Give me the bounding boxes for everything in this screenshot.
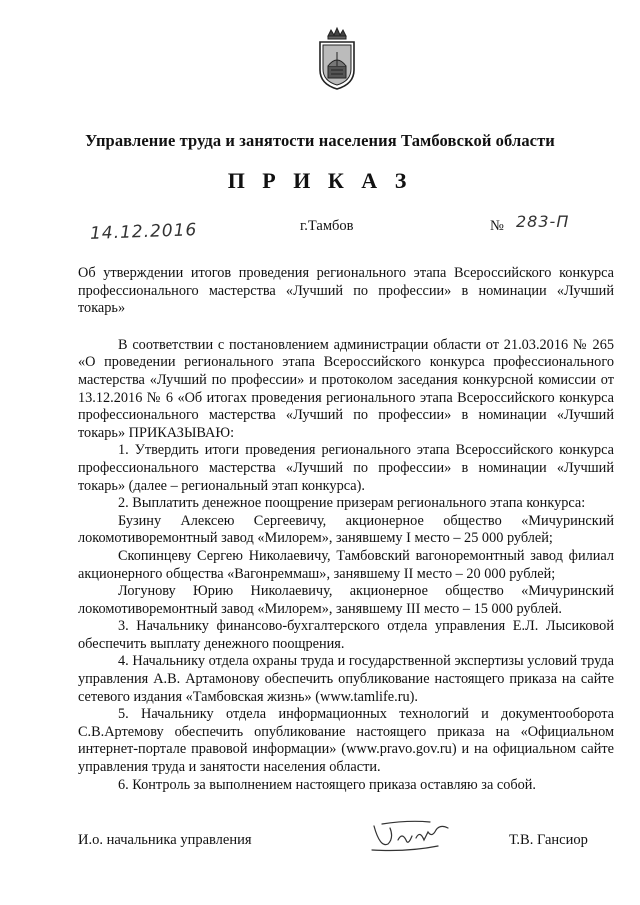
organization-name: Управление труда и занятости населения Тамбовской области (85, 131, 555, 150)
handwritten-date: 14.12.2016 (89, 220, 198, 244)
order-item-2: 2. Выплатить денежное поощрение призерам регионального этапа конкурса: (118, 495, 586, 512)
order-item-6: 6. Контроль за выполнением настоящего приказа оставляю за собой. (118, 776, 537, 793)
winner-third-place: Логунову Юрию Николаевичу, акционерное общество «Мичуринский локомотиворемонтный завод «Милорем», занявшему III место – 15 000 рублей. (78, 583, 614, 617)
winner-first-place: Бузину Алексею Сергеевичу, акционерное общество «Мичуринский локомотиворемонтный завод «Милорем», занявшему I место – 25 000 рублей; (78, 512, 614, 547)
handwritten-signature (368, 818, 464, 858)
order-item-1: 1. Утвердить итоги проведения регионального этапа Всероссийского конкурса профессионального мастерства «Лучший по профессии» в номинации «Лучший токарь» (далее – региональный этап конкурса). (78, 442, 614, 494)
order-body (78, 265, 614, 794)
order-subject: Об утверждении итогов проведения регионального этапа Всероссийского конкурса профессионального мастерства «Лучший по профессии» в номинации «Лучший токарь» (78, 265, 614, 317)
handwritten-order-number: 283-П (516, 212, 570, 231)
tambov-coat-of-arms-emblem (316, 26, 358, 92)
signatory-name: Т.В. Гансиор (509, 832, 588, 848)
order-item-4: 4. Начальнику отдела охраны труда и государственной экспертизы условий труда управления А.В. Артамонову обеспечить опубликование настоящего приказа на сайте сетевого издания «Тамбовская жизнь» (www.tamlife.ru). (78, 653, 614, 705)
number-label: № (490, 218, 504, 234)
order-item-5: 5. Начальнику отдела информационных технологий и документооборота С.В.Артемову обеспечить опубликование настоящего приказа на «Официальном интернет-портале правовой информации» (www.pravo.gov.ru) и на официальном сайте управления труда и занятости населения области. (78, 706, 614, 776)
signatory-position: И.о. начальника управления (78, 832, 252, 848)
city-label: г.Тамбов (300, 218, 354, 234)
order-item-3: 3. Начальнику финансово-бухгалтерского отдела управления Е.Л. Лысиковой обеспечить выплату денежного поощрения. (78, 618, 614, 652)
document-type-title: П Р И К А З (227, 168, 413, 193)
order-preamble: В соответствии с постановлением администрации области от 21.03.2016 № 265 «О проведении регионального этапа Всероссийского конкурса профессионального мастерства «Лучший по профессии» и протоколом заседания конкурсной комиссии от 13.12.2016 № 6 «Об итогах проведения регионального этапа Всероссийского конкурса профессионального мастерства «Лучший по профессии» в номинации «Лучший токарь» ПРИКАЗЫВАЮ: (78, 336, 614, 441)
winner-second-place: Скопинцеву Сергею Николаевичу, Тамбовский вагоноремонтный завод филиал акционерного общества «Вагонреммаш», занявшему II место – 20 000 рублей; (78, 547, 614, 582)
